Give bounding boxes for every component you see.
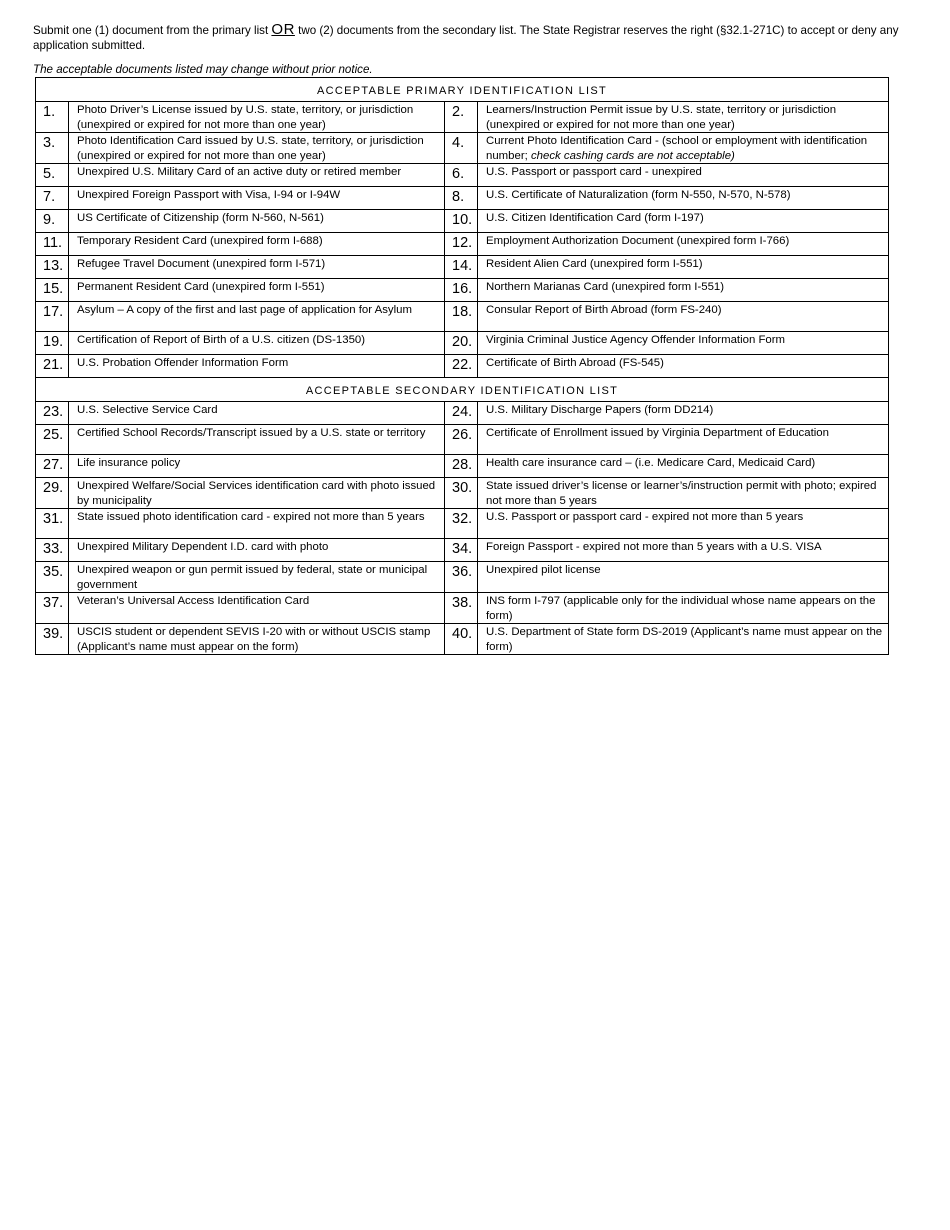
item-description: Photo Driver’s License issued by U.S. state, territory, or jurisdiction (unexpired or expired for not more than one year) xyxy=(69,102,445,133)
item-number: 33. xyxy=(36,539,69,562)
document-page xyxy=(33,21,913,653)
item-description: Unexpired Welfare/Social Services identification card with photo issued by municipality xyxy=(69,478,445,509)
item-number: 4. xyxy=(445,133,478,164)
item-number: 30. xyxy=(445,478,478,509)
item-description: U.S. Citizen Identification Card (form I-197) xyxy=(478,210,889,233)
item-description: Refugee Travel Document (unexpired form I-571) xyxy=(69,256,445,279)
primary-header-row xyxy=(36,78,889,102)
item-number: 12. xyxy=(445,233,478,256)
intro-part2: two (2) documents from the secondary list. The State Registrar reserves the right (§32.1-271C) to accept or deny any application submitted. xyxy=(33,24,899,52)
item-description: U.S. Military Discharge Papers (form DD214) xyxy=(478,402,889,425)
item-description: Certification of Report of Birth of a U.S. citizen (DS-1350) xyxy=(69,332,445,355)
item-number: 26. xyxy=(445,425,478,455)
item-description: State issued photo identification card - expired not more than 5 years xyxy=(69,509,445,539)
item-number: 25. xyxy=(36,425,69,455)
primary-list-title: ACCEPTABLE PRIMARY IDENTIFICATION LIST xyxy=(36,78,889,102)
item-description: Temporary Resident Card (unexpired form I-688) xyxy=(69,233,445,256)
item-number: 32. xyxy=(445,509,478,539)
item-number: 5. xyxy=(36,164,69,187)
item-description: US Certificate of Citizenship (form N-560, N-561) xyxy=(69,210,445,233)
italic-note: check cashing cards are not acceptable) xyxy=(530,149,735,162)
table-row xyxy=(36,164,889,187)
item-number: 21. xyxy=(36,355,69,378)
item-description: Permanent Resident Card (unexpired form I-551) xyxy=(69,279,445,302)
item-number: 3. xyxy=(36,133,69,164)
item-number: 19. xyxy=(36,332,69,355)
item-number: 39. xyxy=(36,624,69,655)
item-number: 37. xyxy=(36,593,69,624)
item-description: Virginia Criminal Justice Agency Offender Information Form xyxy=(478,332,889,355)
item-number: 14. xyxy=(445,256,478,279)
item-description: Unexpired Military Dependent I.D. card with photo xyxy=(69,539,445,562)
table-row xyxy=(36,624,889,655)
change-notice: The acceptable documents listed may change without prior notice. xyxy=(33,63,373,76)
table-row xyxy=(36,187,889,210)
table-row xyxy=(36,425,889,455)
item-number: 24. xyxy=(445,402,478,425)
item-description: Resident Alien Card (unexpired form I-551) xyxy=(478,256,889,279)
item-number: 8. xyxy=(445,187,478,210)
item-number: 11. xyxy=(36,233,69,256)
table-row xyxy=(36,355,889,378)
item-description: U.S. Passport or passport card - unexpired xyxy=(478,164,889,187)
item-number: 28. xyxy=(445,455,478,478)
item-number: 15. xyxy=(36,279,69,302)
item-description: USCIS student or dependent SEVIS I-20 with or without USCIS stamp (Applicant’s name must appear on the form) xyxy=(69,624,445,655)
item-number: 38. xyxy=(445,593,478,624)
item-number: 20. xyxy=(445,332,478,355)
item-description: Unexpired weapon or gun permit issued by federal, state or municipal government xyxy=(69,562,445,593)
item-number: 1. xyxy=(36,102,69,133)
item-number: 13. xyxy=(36,256,69,279)
item-description: Current Photo Identification Card - (school or employment with identification number; check cashing cards are not acceptable) xyxy=(478,133,889,164)
item-number: 7. xyxy=(36,187,69,210)
item-number: 6. xyxy=(445,164,478,187)
item-description: Certificate of Enrollment issued by Virginia Department of Education xyxy=(478,425,889,455)
table-row xyxy=(36,302,889,332)
item-description: Veteran’s Universal Access Identification Card xyxy=(69,593,445,624)
item-description: Unexpired Foreign Passport with Visa, I-94 or I-94W xyxy=(69,187,445,210)
item-number: 10. xyxy=(445,210,478,233)
item-description: Unexpired pilot license xyxy=(478,562,889,593)
item-description: Unexpired U.S. Military Card of an active duty or retired member xyxy=(69,164,445,187)
intro-or: OR xyxy=(271,21,295,38)
item-description: U.S. Certificate of Naturalization (form N-550, N-570, N-578) xyxy=(478,187,889,210)
item-number: 2. xyxy=(445,102,478,133)
item-description: U.S. Department of State form DS-2019 (Applicant’s name must appear on the form) xyxy=(478,624,889,655)
table-row xyxy=(36,210,889,233)
item-description: U.S. Passport or passport card - expired not more than 5 years xyxy=(478,509,889,539)
table-row xyxy=(36,256,889,279)
item-description: U.S. Probation Offender Information Form xyxy=(69,355,445,378)
table-row xyxy=(36,332,889,355)
table-row xyxy=(36,102,889,133)
table-row xyxy=(36,593,889,624)
item-description: Certificate of Birth Abroad (FS-545) xyxy=(478,355,889,378)
item-description: Northern Marianas Card (unexpired form I-551) xyxy=(478,279,889,302)
item-number: 16. xyxy=(445,279,478,302)
item-description: Learners/Instruction Permit issue by U.S. state, territory or jurisdiction (unexpired or expired for not more than one year) xyxy=(478,102,889,133)
item-description: U.S. Selective Service Card xyxy=(69,402,445,425)
table-row xyxy=(36,455,889,478)
item-number: 22. xyxy=(445,355,478,378)
table-row xyxy=(36,133,889,164)
table-row xyxy=(36,233,889,256)
item-description: Health care insurance card – (i.e. Medicare Card, Medicaid Card) xyxy=(478,455,889,478)
secondary-list-title: ACCEPTABLE SECONDARY IDENTIFICATION LIST xyxy=(36,378,889,402)
item-number: 18. xyxy=(445,302,478,332)
item-description: Certified School Records/Transcript issued by a U.S. state or territory xyxy=(69,425,445,455)
item-number: 9. xyxy=(36,210,69,233)
table-row xyxy=(36,402,889,425)
item-description: Photo Identification Card issued by U.S. state, territory, or jurisdiction (unexpired or expired for not more than one year) xyxy=(69,133,445,164)
item-number: 29. xyxy=(36,478,69,509)
item-number: 23. xyxy=(36,402,69,425)
item-number: 34. xyxy=(445,539,478,562)
item-description: Employment Authorization Document (unexpired form I-766) xyxy=(478,233,889,256)
table-row xyxy=(36,562,889,593)
intro-paragraph xyxy=(33,22,913,53)
item-number: 36. xyxy=(445,562,478,593)
item-description: State issued driver’s license or learner’s/instruction permit with photo; expired not more than 5 years xyxy=(478,478,889,509)
intro-part1: Submit one (1) document from the primary list xyxy=(33,24,272,37)
identification-table xyxy=(35,77,889,655)
item-description: Consular Report of Birth Abroad (form FS-240) xyxy=(478,302,889,332)
item-number: 35. xyxy=(36,562,69,593)
table-row xyxy=(36,279,889,302)
item-number: 17. xyxy=(36,302,69,332)
item-number: 31. xyxy=(36,509,69,539)
table-row xyxy=(36,539,889,562)
item-description: Life insurance policy xyxy=(69,455,445,478)
item-number: 40. xyxy=(445,624,478,655)
table-row xyxy=(36,478,889,509)
table-row xyxy=(36,509,889,539)
item-description: Foreign Passport - expired not more than 5 years with a U.S. VISA xyxy=(478,539,889,562)
item-number: 27. xyxy=(36,455,69,478)
item-description: INS form I-797 (applicable only for the individual whose name appears on the form) xyxy=(478,593,889,624)
secondary-header-row xyxy=(36,378,889,402)
item-description: Asylum – A copy of the first and last page of application for Asylum xyxy=(69,302,445,332)
